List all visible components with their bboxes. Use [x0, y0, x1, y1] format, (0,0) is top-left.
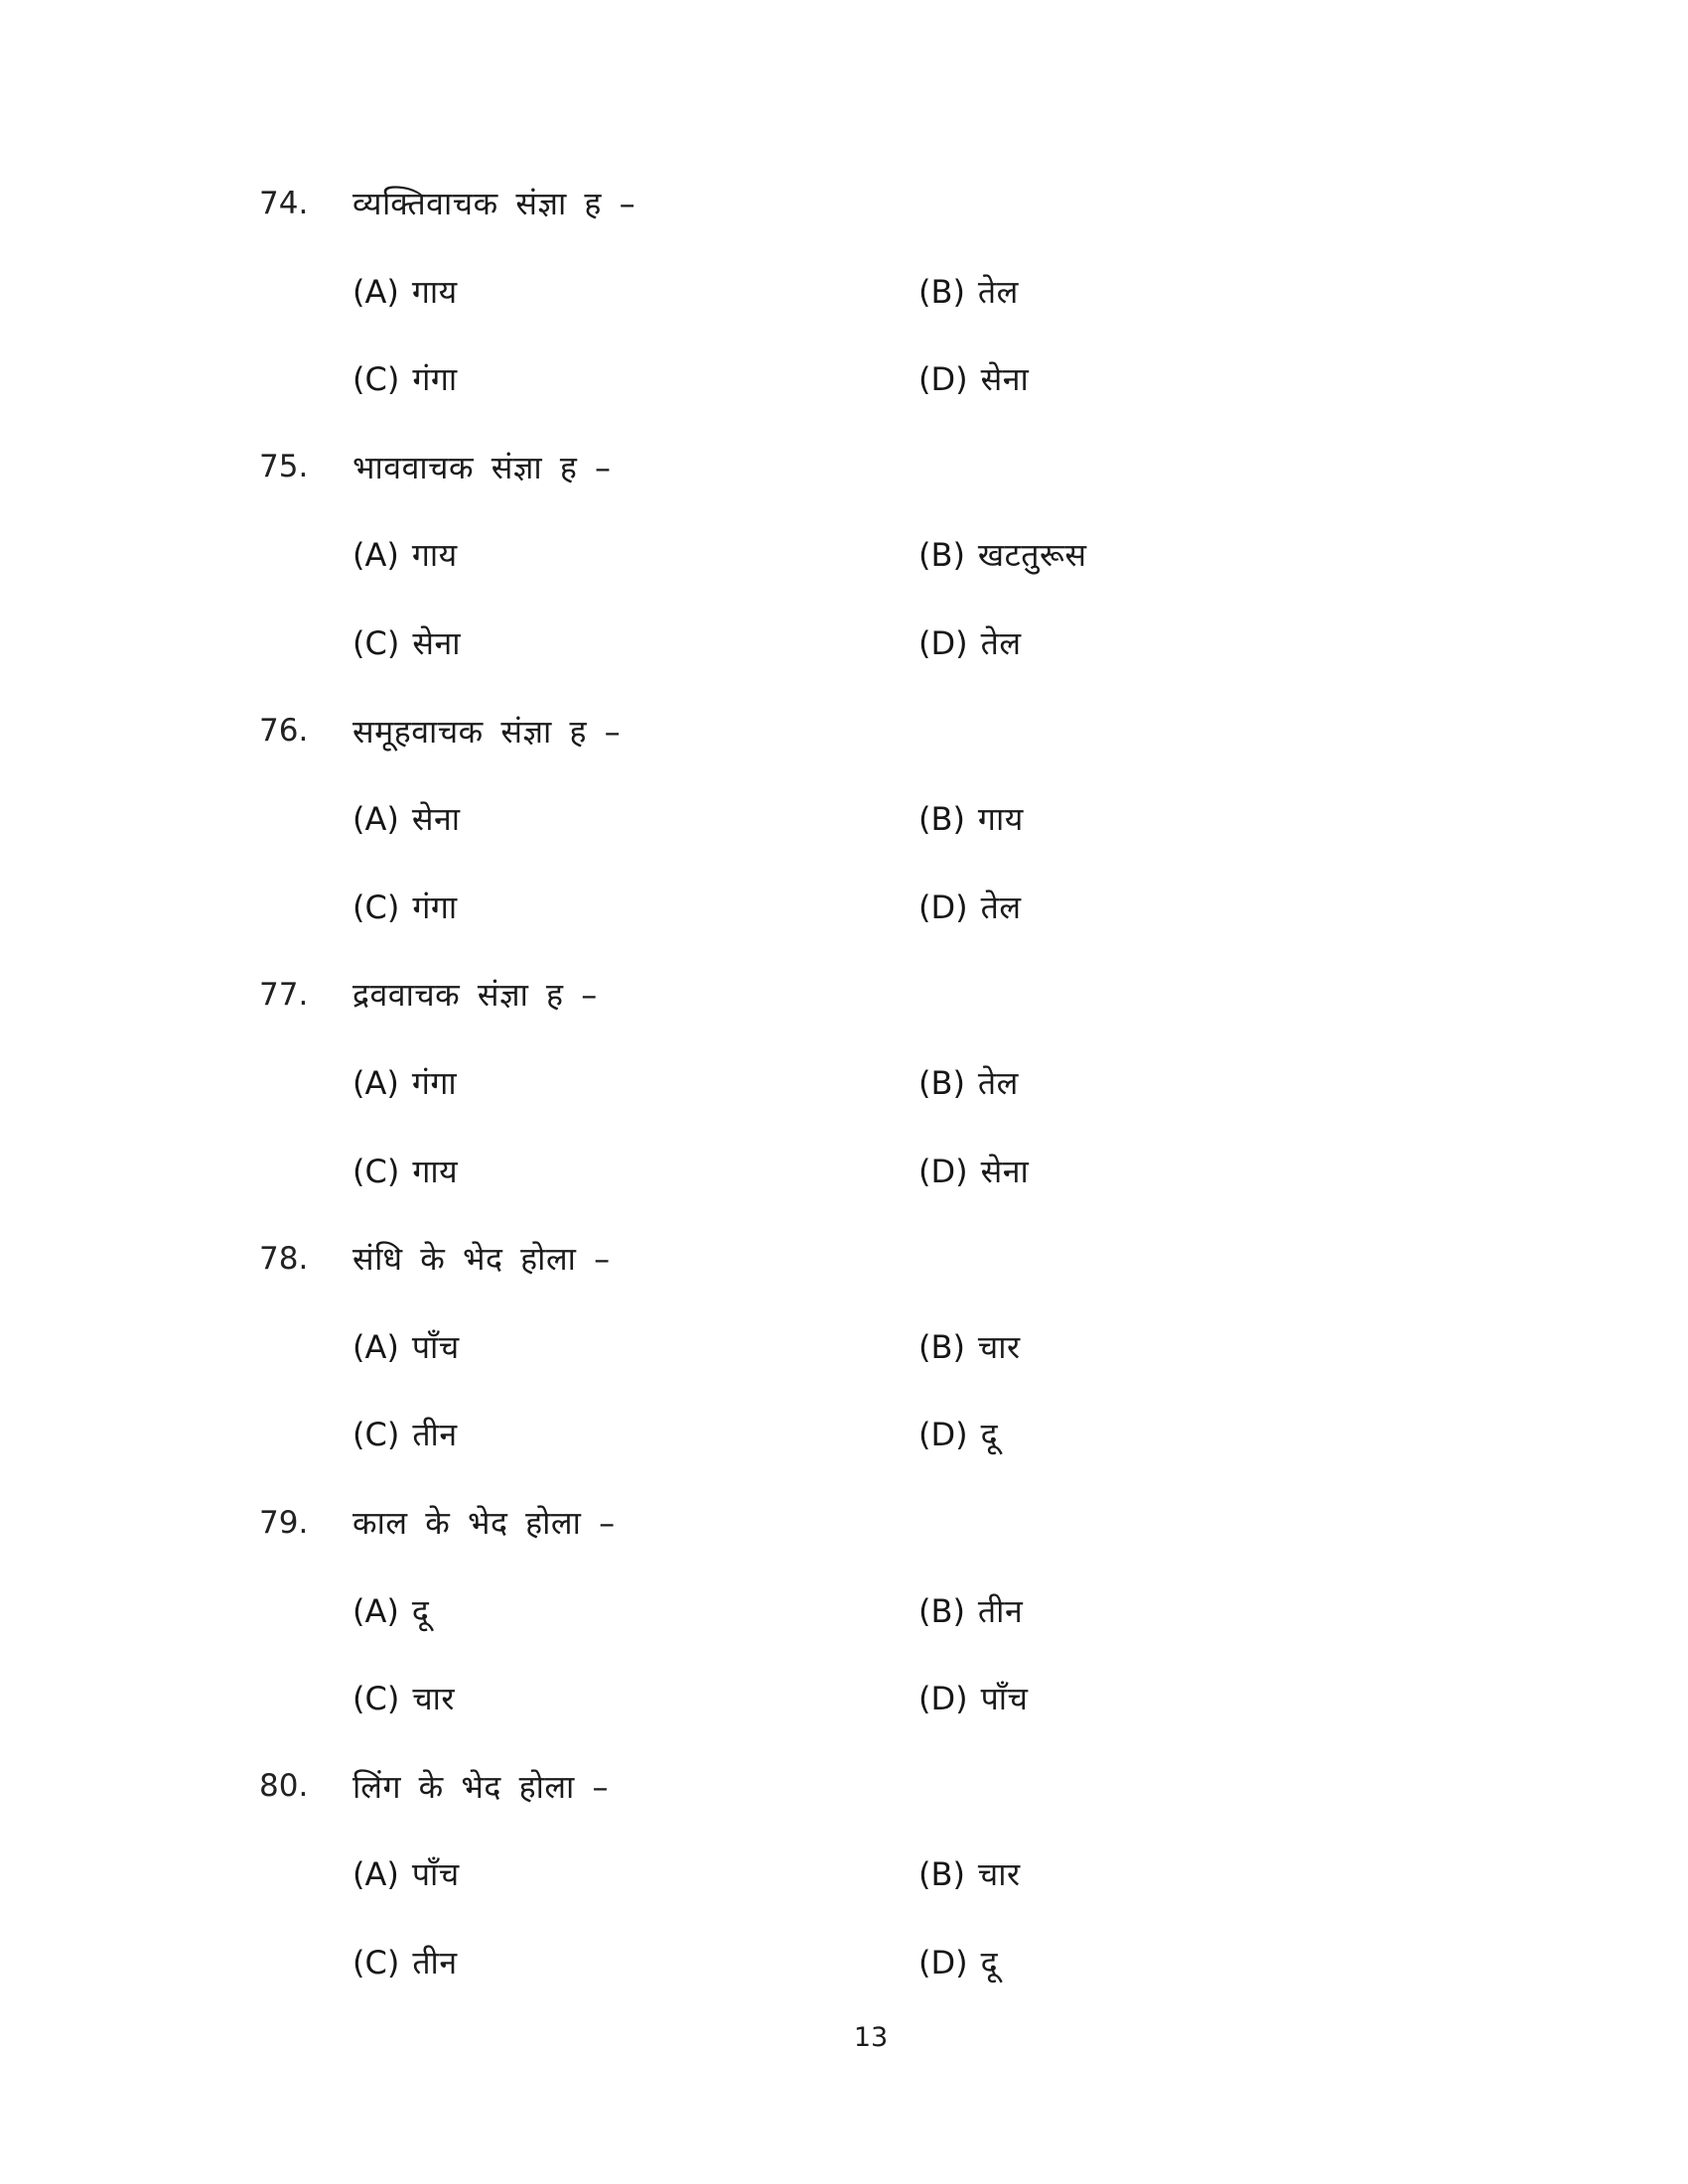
option-text: गाय: [411, 272, 458, 311]
option-label: (C): [352, 887, 400, 926]
question-title-row: [259, 951, 1648, 1039]
option-label: (C): [352, 1680, 400, 1718]
options-row-cd: [259, 1655, 1648, 1743]
option-text: गाय: [412, 1152, 459, 1190]
question-number: 78.: [259, 1240, 309, 1277]
question-title-row: [259, 1479, 1648, 1568]
question-block-79: [259, 1479, 1648, 1743]
question-block-78: [259, 1215, 1648, 1479]
option-text: पाँच: [411, 1855, 460, 1894]
question-text: लिंग के भेद होला –: [352, 1767, 610, 1806]
option-label: (D): [918, 360, 968, 399]
question-text: व्यक्तिवाचक संज्ञा ह –: [352, 185, 636, 223]
option-b: [918, 536, 1086, 574]
option-text: गाय: [411, 536, 458, 575]
option-b: [918, 273, 1019, 311]
option-label: (B): [918, 1327, 965, 1366]
option-d: [918, 1416, 998, 1453]
option-b: [918, 1592, 1023, 1630]
question-text: काल के भेद होला –: [352, 1504, 616, 1542]
question-block-76: [259, 688, 1648, 952]
option-text: गंगा: [412, 887, 458, 926]
options-row-ab: [259, 1831, 1648, 1919]
option-a: [352, 273, 918, 311]
option-label: (C): [352, 624, 400, 663]
option-label: (A): [352, 536, 399, 575]
option-label: (D): [918, 1943, 968, 1981]
question-title-row: [259, 1215, 1648, 1303]
options-row-ab: [259, 1303, 1648, 1392]
options-row-ab: [259, 1039, 1648, 1128]
option-text: गाय: [977, 800, 1024, 839]
question-number: 77.: [259, 977, 309, 1014]
option-label: (D): [918, 1416, 968, 1454]
option-d: [918, 624, 1022, 662]
option-label: (B): [918, 272, 965, 311]
option-text: पाँच: [980, 1680, 1029, 1718]
option-text: सेना: [412, 624, 461, 663]
page-number: 13: [853, 2022, 889, 2054]
options-row-cd: [259, 1128, 1648, 1216]
option-c: [352, 1153, 918, 1190]
options-row-cd: [259, 600, 1648, 688]
option-b: [918, 800, 1024, 838]
option-text: तीन: [977, 1591, 1024, 1630]
options-row-ab: [259, 248, 1648, 337]
option-text: चार: [977, 1855, 1021, 1894]
option-text: सेना: [411, 800, 461, 839]
option-c: [352, 360, 918, 398]
option-label: (D): [918, 1680, 968, 1718]
option-d: [918, 360, 1029, 398]
option-text: तीन: [412, 1943, 458, 1981]
option-text: दू: [980, 1416, 999, 1454]
question-text: समूहवाचक संज्ञा ह –: [352, 712, 622, 751]
option-text: तेल: [980, 624, 1022, 663]
question-number: 79.: [259, 1504, 309, 1541]
question-text: भाववाचक संज्ञा ह –: [352, 448, 612, 486]
question-block-80: [259, 1743, 1648, 2007]
option-label: (C): [352, 360, 400, 399]
question-text: संधि के भेद होला –: [352, 1240, 611, 1279]
option-a: [352, 1328, 918, 1366]
option-label: (A): [352, 1327, 399, 1366]
options-row-cd: [259, 1391, 1648, 1479]
option-a: [352, 1592, 918, 1630]
option-a: [352, 1064, 918, 1102]
option-a: [352, 800, 918, 838]
option-text: खटतुरूस: [977, 536, 1087, 575]
question-title-row: [259, 1743, 1648, 1832]
option-text: पाँच: [411, 1327, 460, 1366]
option-text: सेना: [980, 360, 1030, 399]
option-label: (C): [352, 1416, 400, 1454]
option-label: (C): [352, 1152, 400, 1190]
question-block-77: [259, 951, 1648, 1215]
question-title-row: [259, 688, 1648, 776]
options-row-ab: [259, 1568, 1648, 1656]
option-b: [918, 1064, 1019, 1102]
option-label: (C): [352, 1943, 400, 1981]
option-label: (B): [918, 800, 965, 839]
option-c: [352, 1680, 918, 1717]
option-c: [352, 624, 918, 662]
option-text: चार: [977, 1327, 1021, 1366]
options-row-ab: [259, 511, 1648, 600]
option-c: [352, 888, 918, 926]
question-text: द्रववाचक संज्ञा ह –: [352, 976, 598, 1015]
question-number: 74.: [259, 185, 309, 221]
option-c: [352, 1416, 918, 1453]
option-label: (D): [918, 1152, 968, 1190]
option-label: (A): [352, 1064, 399, 1103]
option-text: सेना: [980, 1152, 1030, 1190]
option-label: (A): [352, 1855, 399, 1894]
question-title-row: [259, 424, 1648, 512]
option-text: गंगा: [412, 360, 458, 399]
options-row-cd: [259, 1919, 1648, 2007]
option-c: [352, 1944, 918, 1981]
option-d: [918, 1944, 998, 1981]
option-d: [918, 1680, 1028, 1717]
question-number: 76.: [259, 713, 309, 750]
question-number: 75.: [259, 449, 309, 485]
option-label: (B): [918, 1064, 965, 1103]
option-text: तेल: [980, 887, 1022, 926]
option-a: [352, 536, 918, 574]
option-label: (A): [352, 1591, 399, 1630]
option-label: (D): [918, 624, 968, 663]
options-row-ab: [259, 775, 1648, 864]
option-text: गंगा: [411, 1064, 458, 1103]
option-label: (B): [918, 1855, 965, 1894]
option-label: (B): [918, 536, 965, 575]
option-a: [352, 1855, 918, 1893]
option-label: (A): [352, 272, 399, 311]
question-number: 80.: [259, 1768, 309, 1805]
option-label: (B): [918, 1591, 965, 1630]
question-block-75: [259, 424, 1648, 688]
option-text: दू: [980, 1943, 999, 1981]
option-d: [918, 888, 1022, 926]
option-b: [918, 1328, 1021, 1366]
option-label: (A): [352, 800, 399, 839]
option-text: चार: [412, 1680, 456, 1718]
question-block-74: [259, 160, 1648, 424]
option-label: (D): [918, 887, 968, 926]
options-row-cd: [259, 336, 1648, 424]
option-text: तेल: [977, 272, 1019, 311]
option-b: [918, 1855, 1021, 1893]
option-text: दू: [411, 1591, 430, 1630]
option-d: [918, 1153, 1029, 1190]
option-text: तेल: [977, 1064, 1019, 1103]
options-row-cd: [259, 864, 1648, 952]
question-title-row: [259, 160, 1648, 248]
option-text: तीन: [412, 1416, 458, 1454]
